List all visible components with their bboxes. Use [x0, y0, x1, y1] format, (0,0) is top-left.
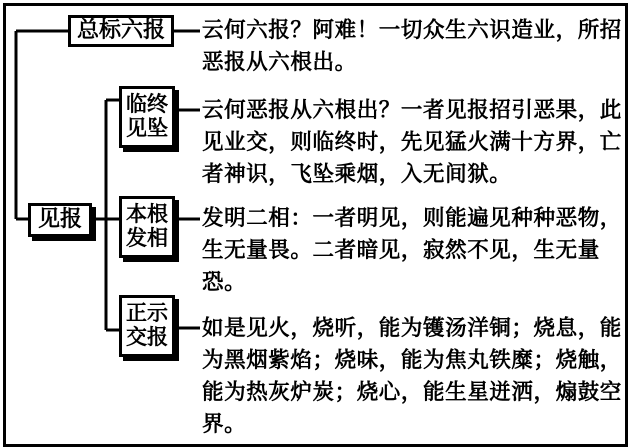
node-linzhong-box	[119, 86, 175, 148]
node-bengen-box	[119, 196, 175, 258]
branch-box	[28, 203, 92, 237]
zhengshi-text: 如是见火，烧听，能为镬汤洋铜；烧息，能为黑烟紫焰；烧味，能为焦丸铁糜；烧触，能为热灰炉炭；烧心，能生星迸洒，煽鼓空界。	[202, 316, 622, 437]
node-linzhong-label: 临终见坠	[126, 92, 168, 140]
bengen-text: 发明二相：一者明见，则能遍见种种恶物，生无量畏。二者暗见，寂然不见，生无量恐。	[202, 206, 622, 295]
intro-text: 云何六报？阿难！一切众生六识造业，所招恶报从六根出。	[202, 18, 622, 75]
node-zhengshi-label: 正示交报	[126, 301, 168, 349]
root-box	[68, 15, 174, 47]
linzhong-text: 云何恶报从六根出？一者见报招引恶果，此见业交，则临终时，先见猛火满十方界，亡者神识，飞坠乘烟，入无间狱。	[202, 98, 622, 187]
node-zhengshi-box	[119, 295, 175, 357]
branch-label: 见报	[37, 206, 82, 232]
root-label: 总标六报	[76, 17, 165, 43]
node-bengen-label: 本根发相	[126, 202, 168, 250]
